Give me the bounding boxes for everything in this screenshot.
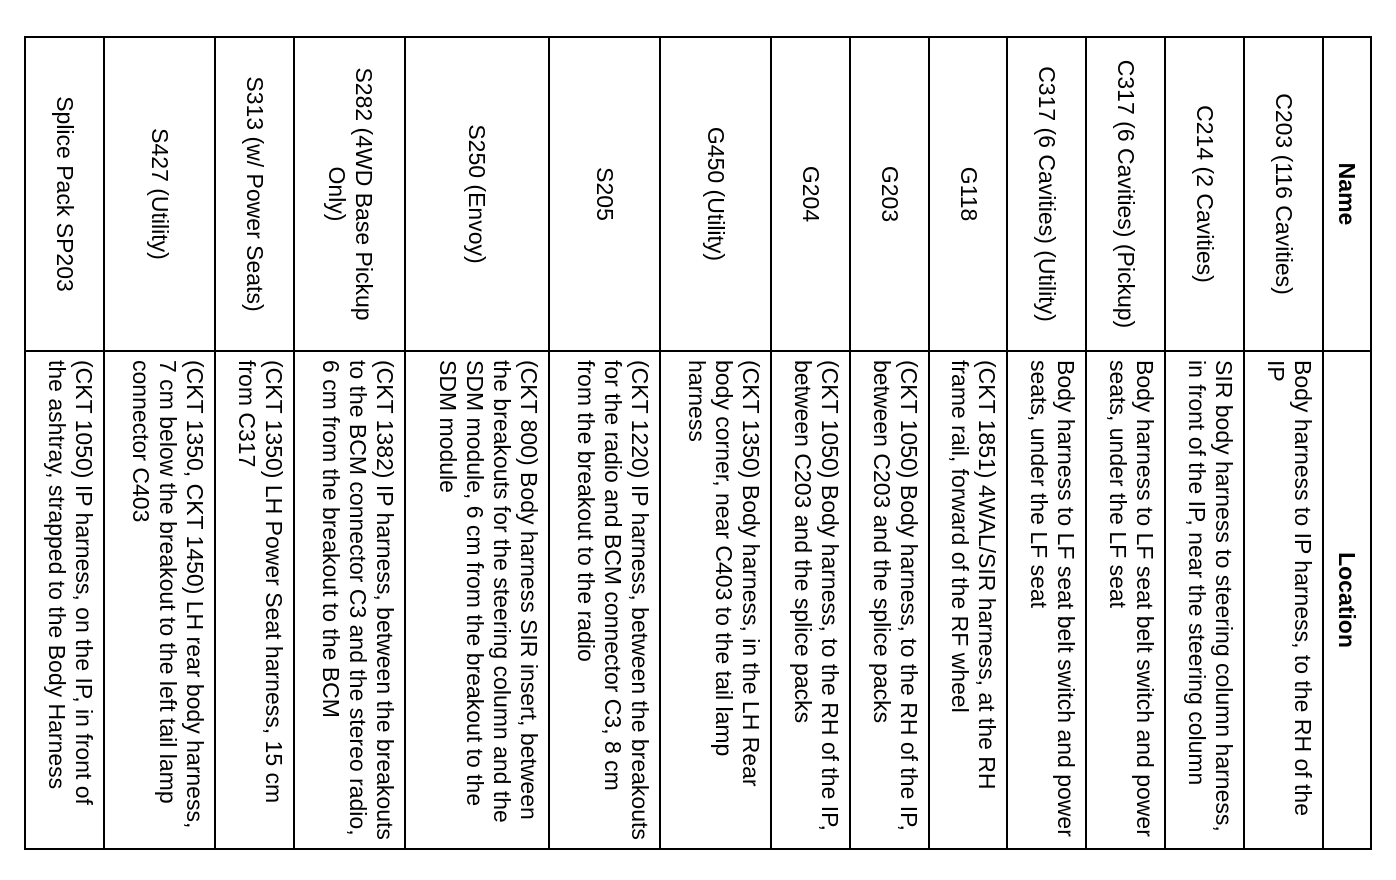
cell-name: C203 (116 Cavities) bbox=[1244, 37, 1323, 351]
cell-location: (CKT 1350) LH Power Seat harness, 15 cm from C317 bbox=[215, 351, 294, 849]
cell-location: (CKT 1350, CKT 1450) LH rear body harness, 7 cm below the breakout to the left tail lamp connector C403 bbox=[104, 351, 215, 849]
cell-name: G203 bbox=[850, 37, 929, 351]
document-page bbox=[24, 36, 1372, 850]
cell-name: S313 (w/ Power Seats) bbox=[215, 37, 294, 351]
cell-location: (CKT 1350) Body harness, in the LH Rear body corner, near C403 to the tail lamp harness bbox=[660, 351, 771, 849]
table-row bbox=[929, 37, 1008, 849]
cell-location: SIR body harness to steering column harness, in front of the IP, near the steering column bbox=[1165, 351, 1244, 849]
table-row bbox=[25, 37, 104, 849]
header-location: Location bbox=[1323, 351, 1371, 849]
table-row bbox=[771, 37, 850, 849]
cell-name: C317 (6 Cavities) (Pickup) bbox=[1086, 37, 1165, 351]
cell-name: S205 bbox=[549, 37, 660, 351]
table-row bbox=[1086, 37, 1165, 849]
cell-name: G204 bbox=[771, 37, 850, 351]
cell-location: (CKT 1220) IP harness, between the breakouts for the radio and BCM connector C3, 8 cm from the breakout to the radio bbox=[549, 351, 660, 849]
cell-name: G118 bbox=[929, 37, 1008, 351]
cell-name: S282 (4WD Base Pickup Only) bbox=[294, 37, 405, 351]
table-row bbox=[1008, 37, 1087, 849]
table-row bbox=[104, 37, 215, 849]
cell-location: (CKT 800) Body harness SIR insert, between the breakouts for the steering column and the SDM module, 6 cm from the breakout to the SDM module bbox=[405, 351, 548, 849]
cell-location: (CKT 1851) 4WAL/SIR harness, at the RH frame rail, forward of the RF wheel bbox=[929, 351, 1008, 849]
table-row bbox=[1244, 37, 1323, 849]
cell-name: S250 (Envoy) bbox=[405, 37, 548, 351]
cell-location: (CKT 1050) Body harness, to the RH of the IP, between C203 and the splice packs bbox=[771, 351, 850, 849]
table-row bbox=[549, 37, 660, 849]
cell-location: (CKT 1382) IP harness, between the breakouts to the BCM connector C3 and the stereo radio, 6 cm from the breakout to the BCM bbox=[294, 351, 405, 849]
cell-location: Body harness to LF seat belt switch and power seats, under the LF seat bbox=[1086, 351, 1165, 849]
rotated-table-container bbox=[24, 36, 1372, 850]
cell-name: C317 (6 Cavities) (Utility) bbox=[1008, 37, 1087, 351]
cell-location: Body harness to LF seat belt switch and power seats, under the LF seat bbox=[1008, 351, 1087, 849]
table-row bbox=[660, 37, 771, 849]
connector-location-table bbox=[24, 36, 1372, 850]
table-row bbox=[1165, 37, 1244, 849]
table-row bbox=[215, 37, 294, 849]
table-header-row bbox=[1323, 37, 1371, 849]
cell-location: (CKT 1050) Body harness, to the RH of the IP, between C203 and the splice packs bbox=[850, 351, 929, 849]
cell-name: Splice Pack SP203 bbox=[25, 37, 104, 351]
cell-name: S427 (Utility) bbox=[104, 37, 215, 351]
table-row bbox=[294, 37, 405, 849]
table-row bbox=[850, 37, 929, 849]
table-row bbox=[405, 37, 548, 849]
cell-name: G450 (Utility) bbox=[660, 37, 771, 351]
cell-location: Body harness to IP harness, to the RH of the IP bbox=[1244, 351, 1323, 849]
cell-location: (CKT 1050) IP harness, on the IP, in front of the ashtray, strapped to the Body Harness bbox=[25, 351, 104, 849]
header-name: Name bbox=[1323, 37, 1371, 351]
cell-name: C214 (2 Cavities) bbox=[1165, 37, 1244, 351]
